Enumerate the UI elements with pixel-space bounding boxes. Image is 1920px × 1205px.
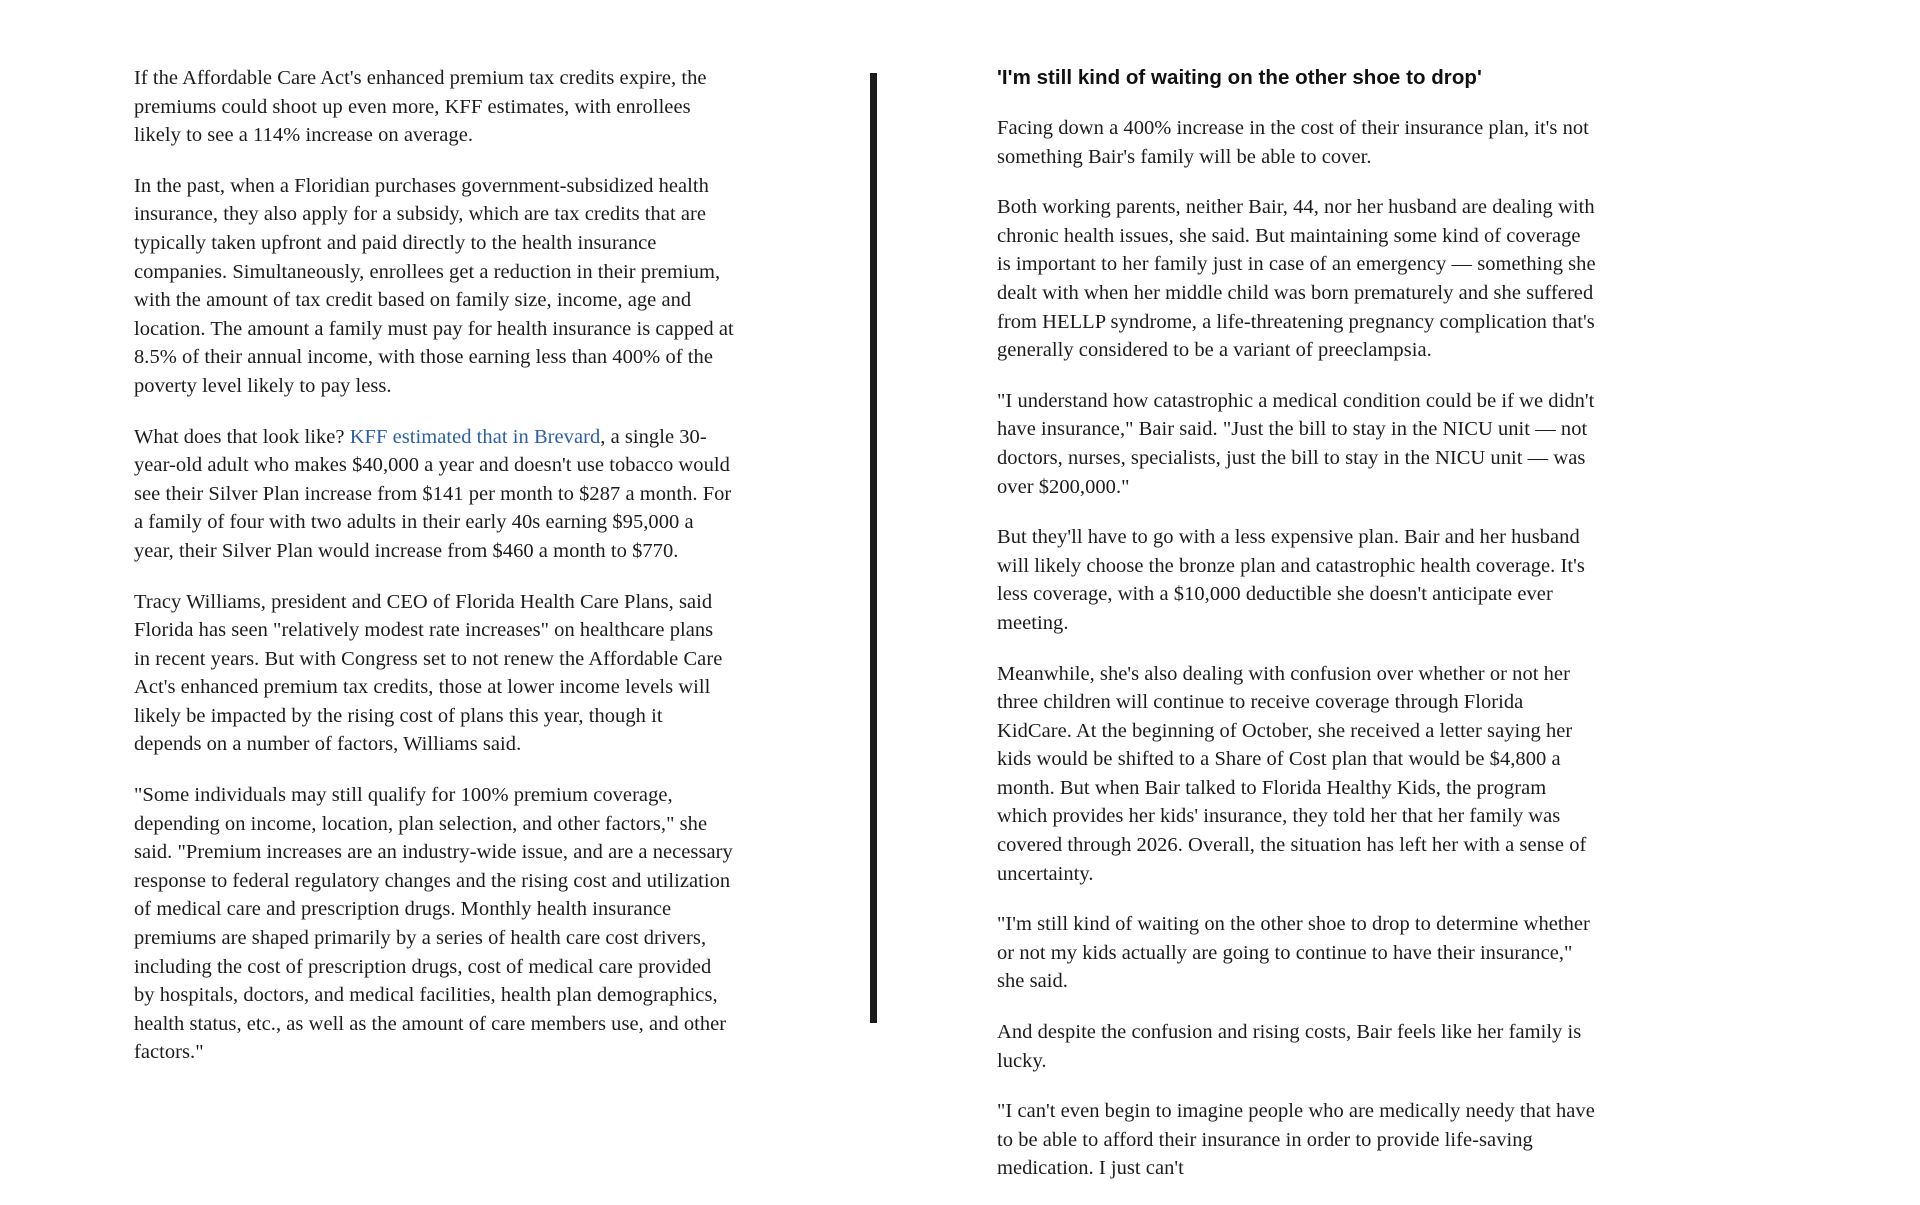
paragraph: Both working parents, neither Bair, 44, nor her husband are dealing with chronic health issues, she said. But maintaining some kind of coverage is important to her family just in case of an emergency — something she dealt with when her middle child was born prematurely and she suffered from HELLP syndrome, a life-threatening pregnancy complication that's generally considered to be a variant of preeclampsia.: [997, 196, 1596, 362]
column-divider: [870, 73, 877, 1023]
paragraph: Tracy Williams, president and CEO of Florida Health Care Plans, said Florida has seen "relatively modest rate increases" on healthcare plans in recent years. But with Congress set to not renew the Affordable Care Act's enhanced premium tax credits, those at lower income levels will likely be impacted by the rising cost of plans this year, though it depends on a number of factors, Williams said.: [134, 590, 723, 756]
right-column: [877, 64, 1920, 1205]
paragraph-with-link: [134, 423, 734, 566]
kff-brevard-link[interactable]: KFF estimated that in Brevard: [349, 425, 601, 448]
paragraph: And despite the confusion and rising costs, Bair feels like her family is lucky.: [997, 1021, 1582, 1072]
paragraph: "I understand how catastrophic a medical condition could be if we didn't have insurance," Bair said. "Just the bill to stay in the NICU unit — not doctors, nurses, specialists, just the bill to stay in the NICU unit — was over $200,000.": [997, 389, 1595, 498]
paragraph: "Some individuals may still qualify for 100% premium coverage, depending on income, location, plan selection, and other factors," she said. "Premium increases are an industry-wide issue, and are a necessary response to federal regulatory changes and the rising cost and utilization of medical care and prescription drugs. Monthly health insurance premiums are shaped primarily by a series of health care cost drivers, including the cost of prescription drugs, cost of medical care provided by hospitals, doctors, and medical facilities, health plan demographics, health status, etc., as well as the amount of care members use, and other factors.": [134, 784, 733, 1064]
section-subheading: 'I'm still kind of waiting on the other shoe to drop': [997, 66, 1482, 89]
paragraph: "I'm still kind of waiting on the other shoe to drop to determine whether or not my kids actually are going to continue to have their insurance," she said.: [997, 913, 1590, 993]
paragraph-lead-text: What does that look like?: [134, 425, 350, 448]
left-column: [0, 64, 870, 1089]
paragraph-trailing-text: , a single 30-year-old adult who makes $40,000 a year and doesn't use tobacco would see their Silver Plan increase from $141 per month to $287 a month. For a family of four with two adults in their early 40s earning $95,000 a year, their Silver Plan would increase from $460 a month to $770.: [134, 425, 732, 562]
paragraph: Meanwhile, she's also dealing with confusion over whether or not her three children will continue to receive coverage through Florida KidCare. At the beginning of October, she received a letter saying her kids would be shifted to a Share of Cost plan that would be $4,800 a month. But when Bair talked to Florida Healthy Kids, the program which provides her kids' insurance, they told her that her family was covered through 2026. Overall, the situation has left her with a sense of uncertainty.: [997, 662, 1587, 885]
paragraph: Facing down a 400% increase in the cost of their insurance plan, it's not something Bair's family will be able to cover.: [997, 117, 1589, 168]
paragraph: "I can't even begin to imagine people who are medically needy that have to be able to afford their insurance in order to provide life-saving medication. I just can't: [997, 1100, 1595, 1180]
paragraph: But they'll have to go with a less expensive plan. Bair and her husband will likely choose the bronze plan and catastrophic health coverage. It's less coverage, with a $10,000 deductible she doesn't anticipate ever meeting.: [997, 526, 1585, 634]
paragraph: If the Affordable Care Act's enhanced premium tax credits expire, the premiums could shoot up even more, KFF estimates, with enrollees likely to see a 114% increase on average.: [134, 67, 707, 147]
paragraph: In the past, when a Floridian purchases government-subsidized health insurance, they also apply for a subsidy, which are tax credits that are typically taken upfront and paid directly to the health insurance companies. Simultaneously, enrollees get a reduction in their premium, with the amount of tax credit based on family size, income, age and location. The amount a family must pay for health insurance is capped at 8.5% of their annual income, with those earning less than 400% of the poverty level likely to pay less.: [134, 174, 734, 397]
